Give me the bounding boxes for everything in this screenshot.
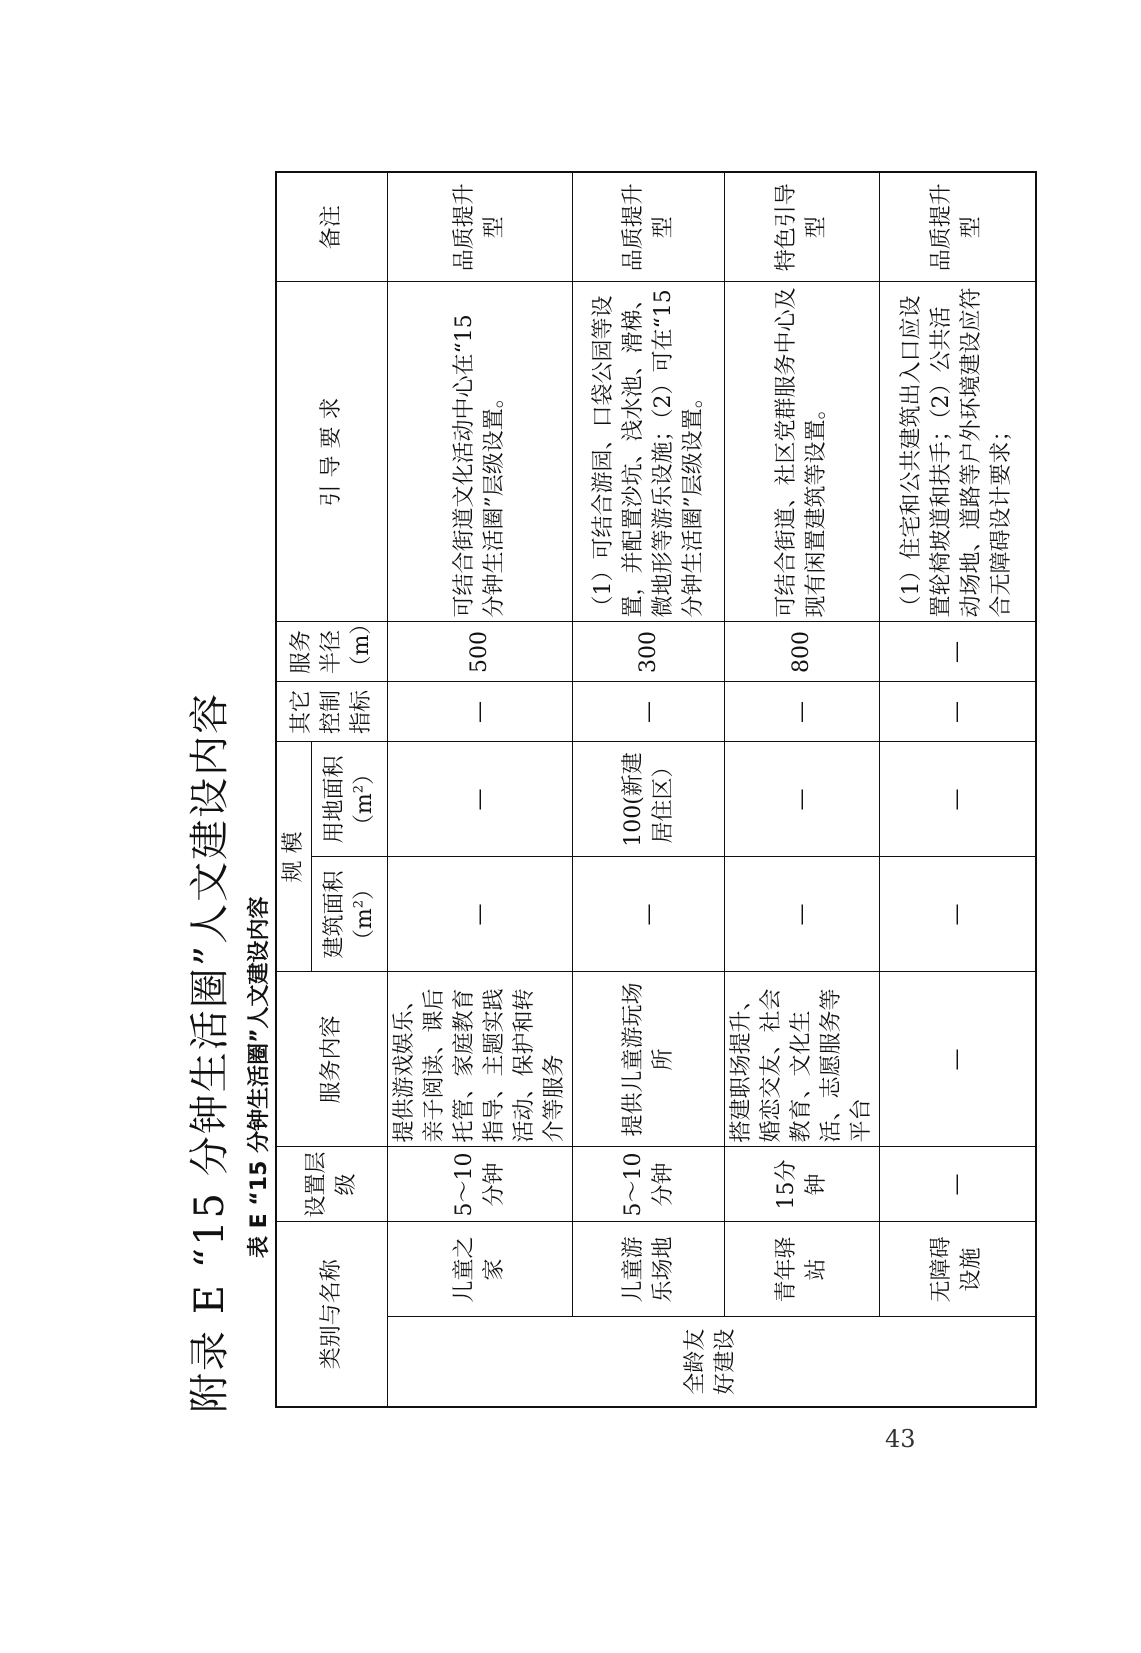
- row-building-area: —: [725, 857, 880, 972]
- content-table: [275, 171, 1037, 1408]
- land-area-unit: （m: [351, 793, 377, 837]
- row-name: 青年驿站: [725, 1222, 880, 1317]
- header-land-area: [312, 742, 388, 857]
- building-area-unit: （m: [351, 908, 377, 952]
- row-name: 儿童之家: [388, 1222, 573, 1317]
- page-number: 43: [885, 1425, 916, 1453]
- row-service: 提供游戏娱乐、亲子阅读、课后托管、家庭教育指导、主题实践活动、保护和转介等服务: [388, 972, 573, 1147]
- building-area-unit-sup: 2: [351, 899, 367, 909]
- row-other: —: [573, 682, 725, 742]
- row-land-area: —: [725, 742, 880, 857]
- row-building-area: —: [388, 857, 573, 972]
- building-area-label: 建筑面积: [321, 870, 347, 959]
- land-area-unit-sup: 2: [351, 784, 367, 794]
- table-caption: 表 E “15 分钟生活圈”人文建设内容: [247, 896, 272, 1258]
- header-building-area: [312, 857, 388, 972]
- row-level: 15分钟: [725, 1147, 880, 1222]
- row-guide: （1）可结合游园、口袋公园等设置，并配置沙坑、浅水池、滑梯、微地形等游乐设施；（2）可在“15 分钟生活圈”层级设置。: [573, 282, 725, 622]
- header-level: 设置层级: [276, 1147, 388, 1222]
- row-other: —: [725, 682, 880, 742]
- row-level: —: [880, 1147, 1036, 1222]
- header-other: 其它控制指标: [276, 682, 388, 742]
- row-guide: （1）住宅和公共建筑出入口应设置轮椅坡道和扶手；（2）公共活动场地、道路等户外环境建设应符合无障碍设计要求；: [880, 282, 1036, 622]
- row-other: —: [388, 682, 573, 742]
- row-remark: 品质提升型: [388, 172, 573, 282]
- row-remark: 品质提升型: [880, 172, 1036, 282]
- header-row-1: [276, 172, 312, 1407]
- rotated-page: [160, 173, 1141, 1653]
- row-land-area: 100(新建居住区）: [573, 742, 725, 857]
- row-remark: 品质提升型: [573, 172, 725, 282]
- page-title: 附录 E “15 分钟生活圈”人文建设内容: [187, 691, 233, 1413]
- header-service: 服务内容: [276, 972, 388, 1147]
- row-radius: 300: [573, 622, 725, 682]
- row-radius: 500: [388, 622, 573, 682]
- land-area-label: 用地面积: [321, 755, 347, 844]
- land-area-unit-close: ）: [351, 762, 377, 785]
- row-other: —: [880, 682, 1036, 742]
- header-scale: 规 模: [276, 742, 312, 972]
- table-row: [573, 172, 725, 1407]
- header-category: 类别与名称: [276, 1222, 388, 1407]
- row-service: 提供儿童游玩场所: [573, 972, 725, 1147]
- row-land-area: —: [388, 742, 573, 857]
- header-remark: 备注: [276, 172, 388, 282]
- row-service: —: [880, 972, 1036, 1147]
- row-level: 5～10分钟: [573, 1147, 725, 1222]
- row-level: 5～10分钟: [388, 1147, 573, 1222]
- row-building-area: —: [573, 857, 725, 972]
- row-land-area: —: [880, 742, 1036, 857]
- row-building-area: —: [880, 857, 1036, 972]
- header-radius: 服务半径（m）: [276, 622, 388, 682]
- table-row: [725, 172, 880, 1407]
- row-name: 无障碍设施: [880, 1222, 1036, 1317]
- row-radius: —: [880, 622, 1036, 682]
- row-remark: 特色引导型: [725, 172, 880, 282]
- header-guide: 引 导 要 求: [276, 282, 388, 622]
- row-guide: 可结合街道文化活动中心在“15 分钟生活圈”层级设置。: [388, 282, 573, 622]
- row-guide: 可结合街道、社区党群服务中心及现有闲置建筑等设置。: [725, 282, 880, 622]
- table-row: [880, 172, 1036, 1407]
- group-label: 全龄友好建设: [388, 1317, 1036, 1407]
- building-area-unit-close: ）: [351, 877, 377, 900]
- row-radius: 800: [725, 622, 880, 682]
- table-row: [388, 172, 573, 1407]
- row-service: 搭建职场提升、婚恋交友、社会教育、文化生活、志愿服务等平台: [725, 972, 880, 1147]
- row-name: 儿童游乐场地: [573, 1222, 725, 1317]
